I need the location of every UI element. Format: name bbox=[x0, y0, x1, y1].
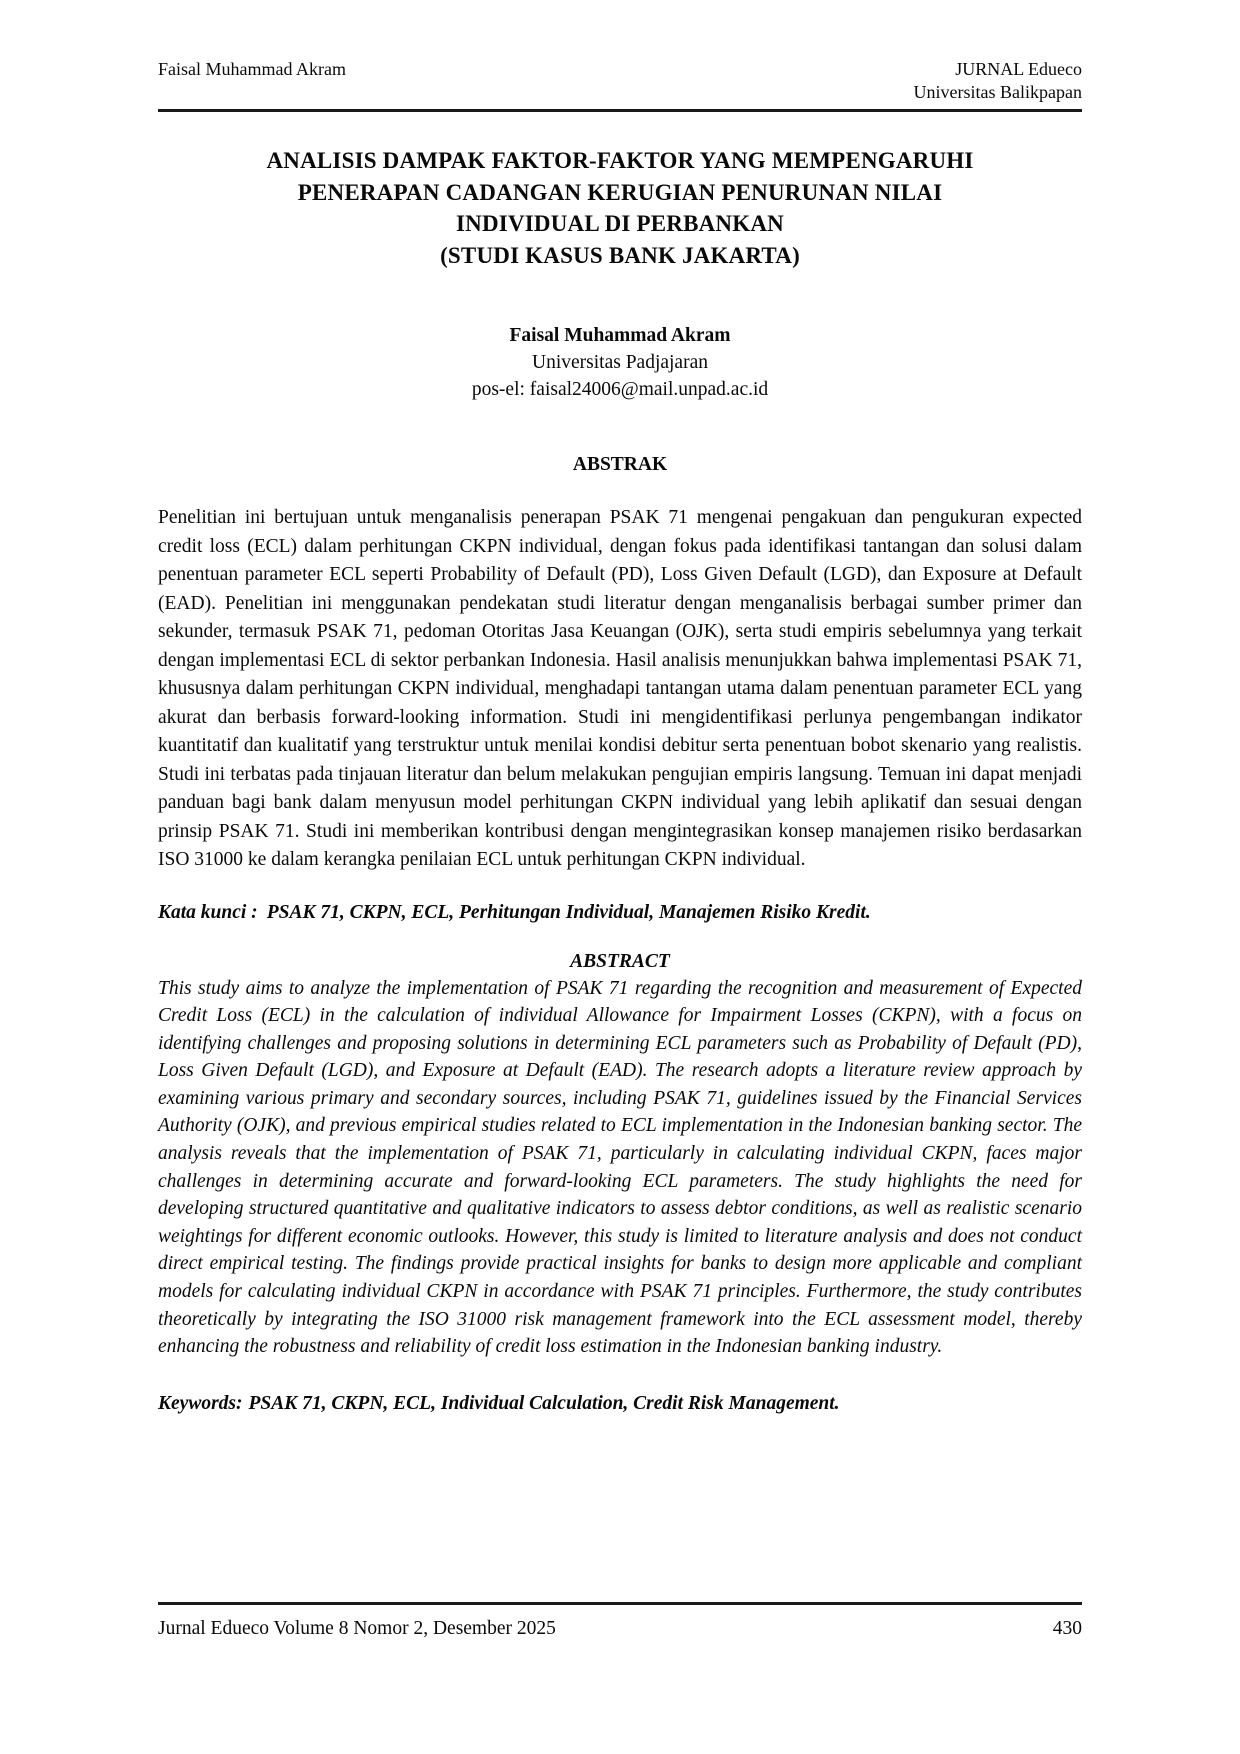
title-line-2: PENERAPAN CADANGAN KERUGIAN PENURUNAN NILAI bbox=[297, 179, 943, 205]
keywords-label: Keywords: bbox=[158, 1392, 243, 1414]
keywords-line bbox=[158, 1390, 1082, 1417]
kata-kunci-line bbox=[158, 899, 1082, 926]
article-title bbox=[158, 145, 1082, 271]
footer-page-number: 430 bbox=[1052, 1618, 1082, 1639]
footer-journal-info: Jurnal Edueco Volume 8 Nomor 2, Desember 2025 bbox=[158, 1618, 556, 1639]
kata-kunci-text: PSAK 71, CKPN, ECL, Perhitungan Individual, Manajemen Risiko Kredit. bbox=[266, 901, 871, 923]
header-journal-block bbox=[914, 58, 1082, 104]
author-block bbox=[158, 322, 1082, 403]
title-line-4: (STUDI KASUS BANK JAKARTA) bbox=[440, 242, 800, 268]
title-line-1: ANALISIS DAMPAK FAKTOR-FAKTOR YANG MEMPENGARUHI bbox=[266, 148, 974, 173]
abstract-heading: ABSTRACT bbox=[570, 950, 670, 972]
keywords-text: PSAK 71, CKPN, ECL, Individual Calculation, Credit Risk Management. bbox=[248, 1392, 840, 1414]
abstrak-heading: ABSTRAK bbox=[572, 454, 668, 475]
abstract-body: This study aims to analyze the implementation of PSAK 71 regarding the recognition and measurement of Expected Credit Loss (ECL) in the calculation of individual Allowance for Impairment Losses (CKPN), with a focus on identifying challenges and proposing solutions in determining ECL parameters such as Probability of Default (PD), Loss Given Default (LGD), and Exposure at Default (EAD). The research adopts a literature review approach by examining various primary and secondary sources, including PSAK 71, guidelines issued by the Financial Services Authority (OJK), and previous empirical studies related to ECL implementation in the Indonesian banking sector. The analysis reveals that the implementation of PSAK 71, particularly in calculating individual CKPN, faces major challenges in determining accurate and forward-looking ECL parameters. The study highlights the need for developing structured quantitative and qualitative indicators to assess debtor conditions, as well as realistic scenario weightings for different economic outlooks. However, this study is limited to literature analysis and does not conduct direct empirical testing. The findings provide practical insights for banks to design more applicable and compliant models for calculating individual CKPN in accordance with PSAK 71 principles. Furthermore, the study contributes theoretically by integrating the ISO 31000 risk management framework into the ECL assessment model, thereby enhancing the robustness and reliability of credit loss estimation in the Indonesian banking industry. bbox=[158, 977, 1082, 1358]
header-journal-university: Universitas Balikpapan bbox=[913, 82, 1082, 102]
author-name: Faisal Muhammad Akram bbox=[509, 325, 731, 346]
kata-kunci-label: Kata kunci : bbox=[158, 901, 258, 923]
header-author-name: Faisal Muhammad Akram bbox=[158, 59, 346, 79]
page-footer bbox=[158, 1602, 1082, 1642]
header-journal-name: JURNAL Edueco bbox=[955, 59, 1082, 79]
author-email: pos-el: faisal24006@mail.unpad.ac.id bbox=[471, 379, 769, 400]
page-header bbox=[158, 0, 1082, 112]
author-affiliation: Universitas Padjajaran bbox=[532, 352, 708, 373]
title-line-3: INDIVIDUAL DI PERBANKAN bbox=[456, 211, 784, 236]
page-content bbox=[158, 0, 1082, 1417]
abstrak-body: Penelitian ini bertujuan untuk menganalisis penerapan PSAK 71 mengenai pengakuan dan pengukuran expected credit loss (ECL) dalam perhitungan CKPN individual, dengan fokus pada identifikasi tantangan dan solusi dalam penentuan parameter ECL seperti Probability of Default (PD), Loss Given Default (LGD), dan Exposure at Default (EAD). Penelitian ini menggunakan pendekatan studi literatur dengan menganalisis berbagai sumber primer dan sekunder, termasuk PSAK 71, pedoman Otoritas Jasa Keuangan (OJK), serta studi empiris sebelumnya yang terkait dengan implementasi ECL di sektor perbankan Indonesia. Hasil analisis menunjukkan bahwa implementasi PSAK 71, khususnya dalam perhitungan CKPN individual, menghadapi tantangan utama dalam penentuan parameter ECL yang akurat dan berbasis forward-looking information. Studi ini mengidentifikasi perlunya pengembangan indikator kuantitatif dan kualitatif yang terstruktur untuk menilai kondisi debitur serta penentuan bobot skenario yang realistis. Studi ini terbatas pada tinjauan literatur dan belum melakukan pengujian empiris langsung. Temuan ini dapat menjadi panduan bagi bank dalam menyusun model perhitungan CKPN individual yang lebih aplikatif dan sesuai dengan prinsip PSAK 71. Studi ini memberikan kontribusi dengan mengintegrasikan konsep manajemen risiko berdasarkan ISO 31000 ke dalam kerangka penilaian ECL untuk perhitungan CKPN individual. bbox=[158, 507, 1082, 870]
